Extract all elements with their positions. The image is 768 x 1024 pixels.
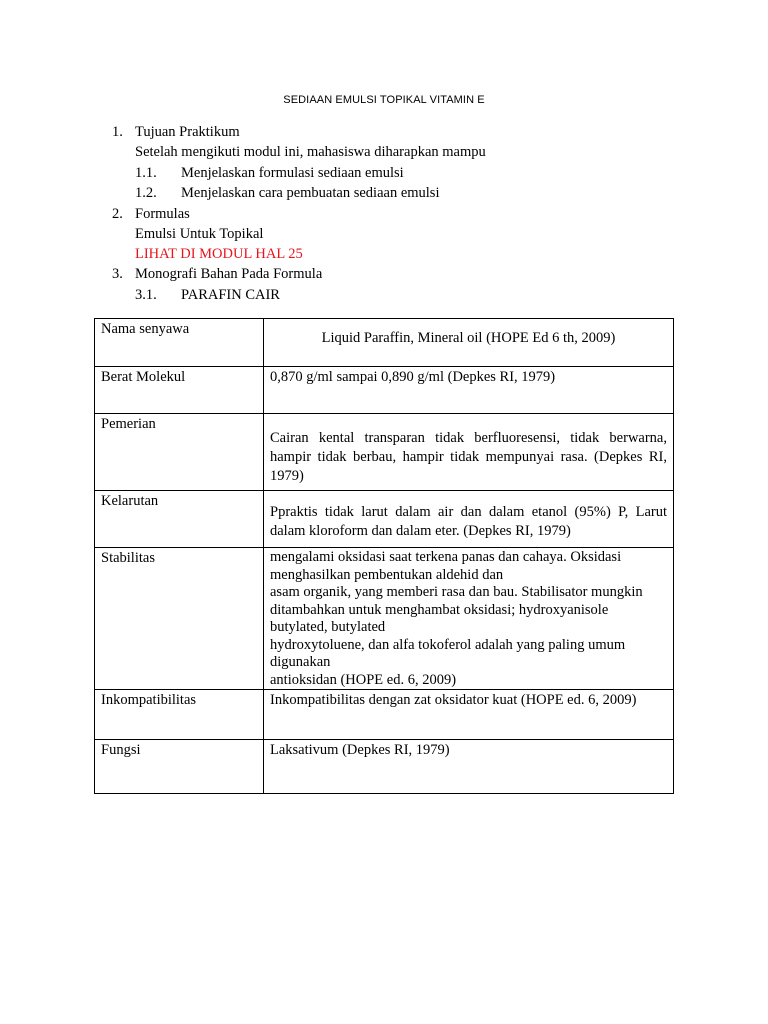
section-3-number: 3. xyxy=(112,266,123,282)
stability-line: hydroxytoluene, dan alfa tokoferol adalah yang paling umum xyxy=(270,636,626,653)
table-row xyxy=(95,690,674,740)
row-key: Fungsi xyxy=(95,740,264,794)
row-key: Inkompatibilitas xyxy=(95,690,264,740)
table-row xyxy=(95,740,674,794)
section-3-title: Monografi Bahan Pada Formula xyxy=(135,266,323,282)
section-2-subtitle: Emulsi Untuk Topikal xyxy=(135,226,264,242)
stability-line: asam organik, yang memberi rasa dan bau. Stabilisator mungkin xyxy=(270,584,643,600)
stability-line: antioksidan (HOPE ed. 6, 2009) xyxy=(270,671,457,688)
section-1-1-number: 1.1. xyxy=(135,165,157,181)
section-2-title: Formulas xyxy=(135,206,190,222)
row-key: Pemerian xyxy=(95,414,264,491)
table-row xyxy=(95,319,674,367)
section-1-2-number: 1.2. xyxy=(135,185,157,201)
row-value: Laksativum (Depkes RI, 1979) xyxy=(264,740,674,794)
row-key: Nama senyawa xyxy=(95,319,264,367)
row-value-text: Cairan kental transparan tidak berfluoresensi, tidak berwarna, hampir tidak berbau, hampir tidak mempunyai rasa. (Depkes RI, 1979) xyxy=(270,430,667,484)
table-row xyxy=(95,548,674,690)
row-value xyxy=(264,319,674,367)
row-key: Stabilitas xyxy=(95,548,264,690)
stability-line: butylated, butylated xyxy=(270,619,386,635)
section-1-1-text: Menjelaskan formulasi sediaan emulsi xyxy=(181,165,404,181)
table-row xyxy=(95,367,674,414)
stability-line: digunakan xyxy=(270,654,331,670)
row-value xyxy=(264,548,674,690)
stability-line: menghasilkan pembentukan aldehid dan xyxy=(270,566,504,583)
row-value: Inkompatibilitas dengan zat oksidator kuat (HOPE ed. 6, 2009) xyxy=(264,690,674,740)
section-1-intro: Setelah mengikuti modul ini, mahasiswa diharapkan mampu xyxy=(135,144,486,160)
section-3-1-number: 3.1. xyxy=(135,287,157,303)
table-row xyxy=(95,491,674,548)
table-row xyxy=(95,414,674,491)
section-2-number: 2. xyxy=(112,206,123,222)
row-value xyxy=(264,414,674,491)
section-1-number: 1. xyxy=(112,124,123,140)
document-title: SEDIAAN EMULSI TOPIKAL VITAMIN E xyxy=(283,94,485,106)
monograph-table xyxy=(94,318,674,794)
row-key: Kelarutan xyxy=(95,491,264,548)
row-key: Berat Molekul xyxy=(95,367,264,414)
row-value-text: Ppraktis tidak larut dalam air dan dalam etanol (95%) P, Larut dalam kloroform dan dalam eter. (Depkes RI, 1979) xyxy=(270,504,667,539)
row-value-text: Liquid Paraffin, Mineral oil (HOPE Ed 6 th, 2009) xyxy=(321,330,616,346)
section-3-1-text: PARAFIN CAIR xyxy=(181,287,280,303)
row-value: 0,870 g/ml sampai 0,890 g/ml (Depkes RI, 1979) xyxy=(264,367,674,414)
section-1-2-text: Menjelaskan cara pembuatan sediaan emulsi xyxy=(181,185,440,201)
section-2-note: LIHAT DI MODUL HAL 25 xyxy=(135,246,303,262)
row-value xyxy=(264,491,674,548)
section-1-title: Tujuan Praktikum xyxy=(135,124,240,140)
stability-line: ditambahkan untuk menghambat oksidasi; hydroxyanisole xyxy=(270,601,609,618)
stability-line: mengalami oksidasi saat terkena panas dan cahaya. Oksidasi xyxy=(270,549,622,565)
